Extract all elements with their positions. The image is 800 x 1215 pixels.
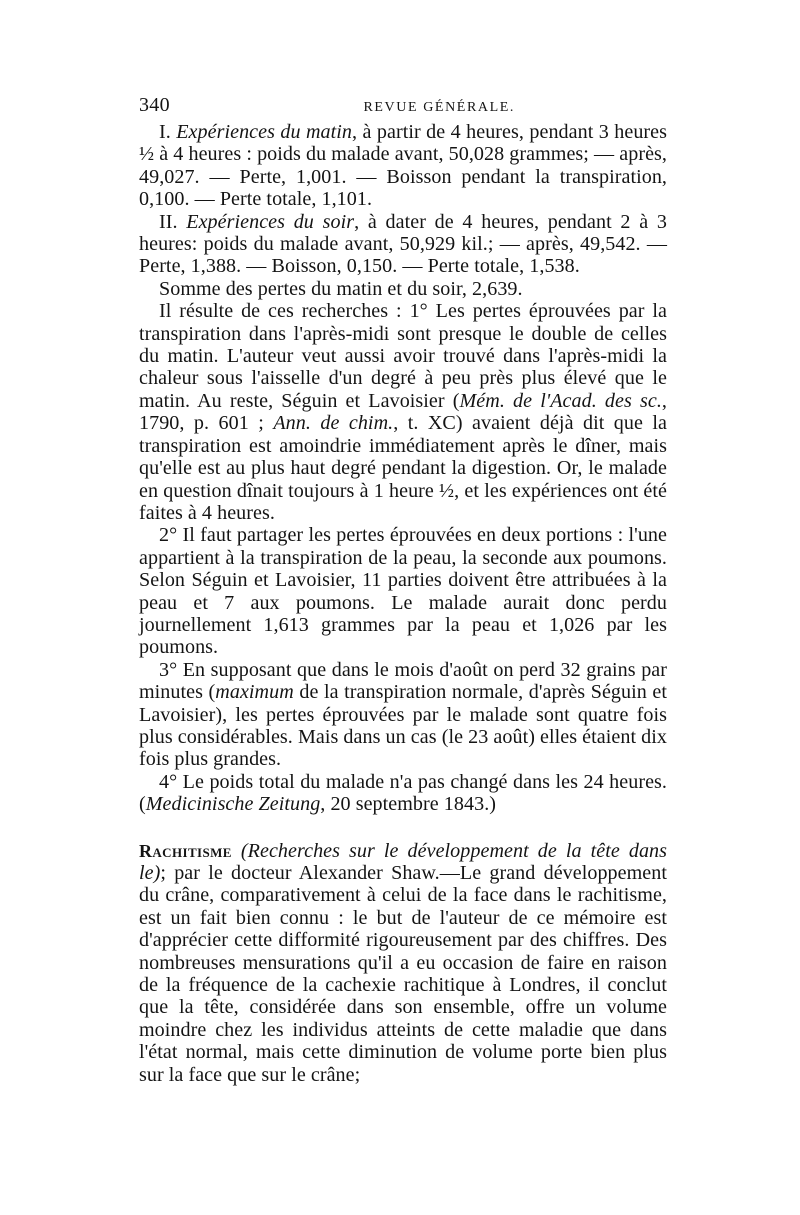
- point-four-text: 4° Le poids total du malade n'a pas changé dans les 24 heures. (: [139, 770, 667, 816]
- source-citation: Medicinische Zeitung: [145, 793, 321, 816]
- point-three-emphasis: maximum: [215, 681, 294, 704]
- experiment-evening-text: , à dater de 4 heures, pendant 2 à 3 heures: poids du malade avant, 50,929 kil.; — après, 49,542. — Perte, 1,388. — Boisson, 0,150. — Perte totale, 1,538.: [139, 210, 667, 278]
- experiment-evening-title: Expériences du soir: [186, 210, 355, 233]
- point-two: 2° Il faut partager les pertes éprouvées en deux portions : l'une appartient à la transpiration de la peau, la seconde aux poumons. Selon Séguin et Lavoisier, 11 parties doivent être attribuées à la peau et 7 aux poumons. Le malade aurait donc perdu journellement 1,613 grammes par la peau et 1,026 par les poumons.: [139, 524, 667, 659]
- reference-annales: Ann. de chim.: [273, 412, 394, 435]
- section-subtitle: (Recherches sur le développement de la tête dans le): [139, 839, 668, 884]
- experiment-morning-text: , à partir de 4 heures, pendant 3 heures ½ à 4 heures : poids du malade avant, 50,028 grammes; — après, 49,027. — Perte, 1,001. — Boisson pendant la transpiration, 0,100. — Perte totale, 1,101.: [139, 121, 668, 211]
- experiment-evening: [139, 211, 667, 278]
- point-three-start: 3° En supposant que dans le mois d'août on perd 32 grains par minutes (: [139, 658, 667, 704]
- section-text: ; par le docteur Alexander Shaw.—Le grand développement du crâne, comparativement à celui de la face dans le rachitisme, est un fait bien connu : le but de l'auteur de ce mémoire est d'apprécier cette difformité rigoureusement par des chiffres. Des nombreuses mensurations qu'il a eu occasion de faire en raison de la fréquence de la cachexie rachitique à Londres, il conclut que la tête, considérée dans son ensemble, offre un volume moindre chez les individus atteints de cette maladie que dans l'état normal, mais cette diminution de volume porte bien plus sur la face que sur le crâne;: [139, 862, 667, 1086]
- document-page: [139, 94, 667, 1086]
- experiment-morning: [139, 121, 667, 211]
- results-paragraph: [139, 300, 667, 524]
- experiment-morning-label: I.: [159, 121, 177, 143]
- point-four: [139, 771, 667, 816]
- running-head: [139, 94, 667, 118]
- rachitisme-article: [139, 840, 667, 1086]
- reference-memoires: Mém. de l'Acad. des sc.: [459, 389, 662, 412]
- experiment-evening-label: II.: [159, 210, 187, 233]
- journal-title: REVUE GÉNÉRALE.: [363, 100, 515, 115]
- page-number: 340: [139, 94, 170, 116]
- experiment-morning-title: Expériences du matin: [176, 121, 353, 143]
- point-three: [139, 659, 667, 771]
- point-three-end: de la transpiration normale, d'après Séguin et Lavoisier), les pertes éprouvées par le malade sont quatre fois plus considérables. Mais dans un cas (le 23 août) elles étaient dix fois plus grandes.: [139, 681, 668, 771]
- sum-line: Somme des pertes du matin et du soir, 2,639.: [159, 277, 523, 300]
- source-date: , 20 septembre 1843.): [320, 793, 497, 816]
- reference-page: , 1790, p. 601 ;: [139, 389, 667, 435]
- results-text-start: Il résulte de ces recherches : 1° Les pertes éprouvées par la transpiration dans l'après-midi sont presque le double de celles du matin. L'auteur veut aussi avoir trouvé dans l'après-midi la chaleur sous l'aisselle d'un degré à peu près plus élevé que le matin. Au reste, Séguin et Lavoisier (: [139, 300, 667, 412]
- results-text-end: , t. XC) avaient déjà dit que la transpiration est amoindrie immédiatement après le dîner, mais qu'elle est au plus haut degré pendant la digestion. Or, le malade en question dînait toujours à 1 heure ½, et les expériences ont été faites à 4 heures.: [139, 412, 667, 524]
- section-heading: Rachitisme: [139, 840, 232, 861]
